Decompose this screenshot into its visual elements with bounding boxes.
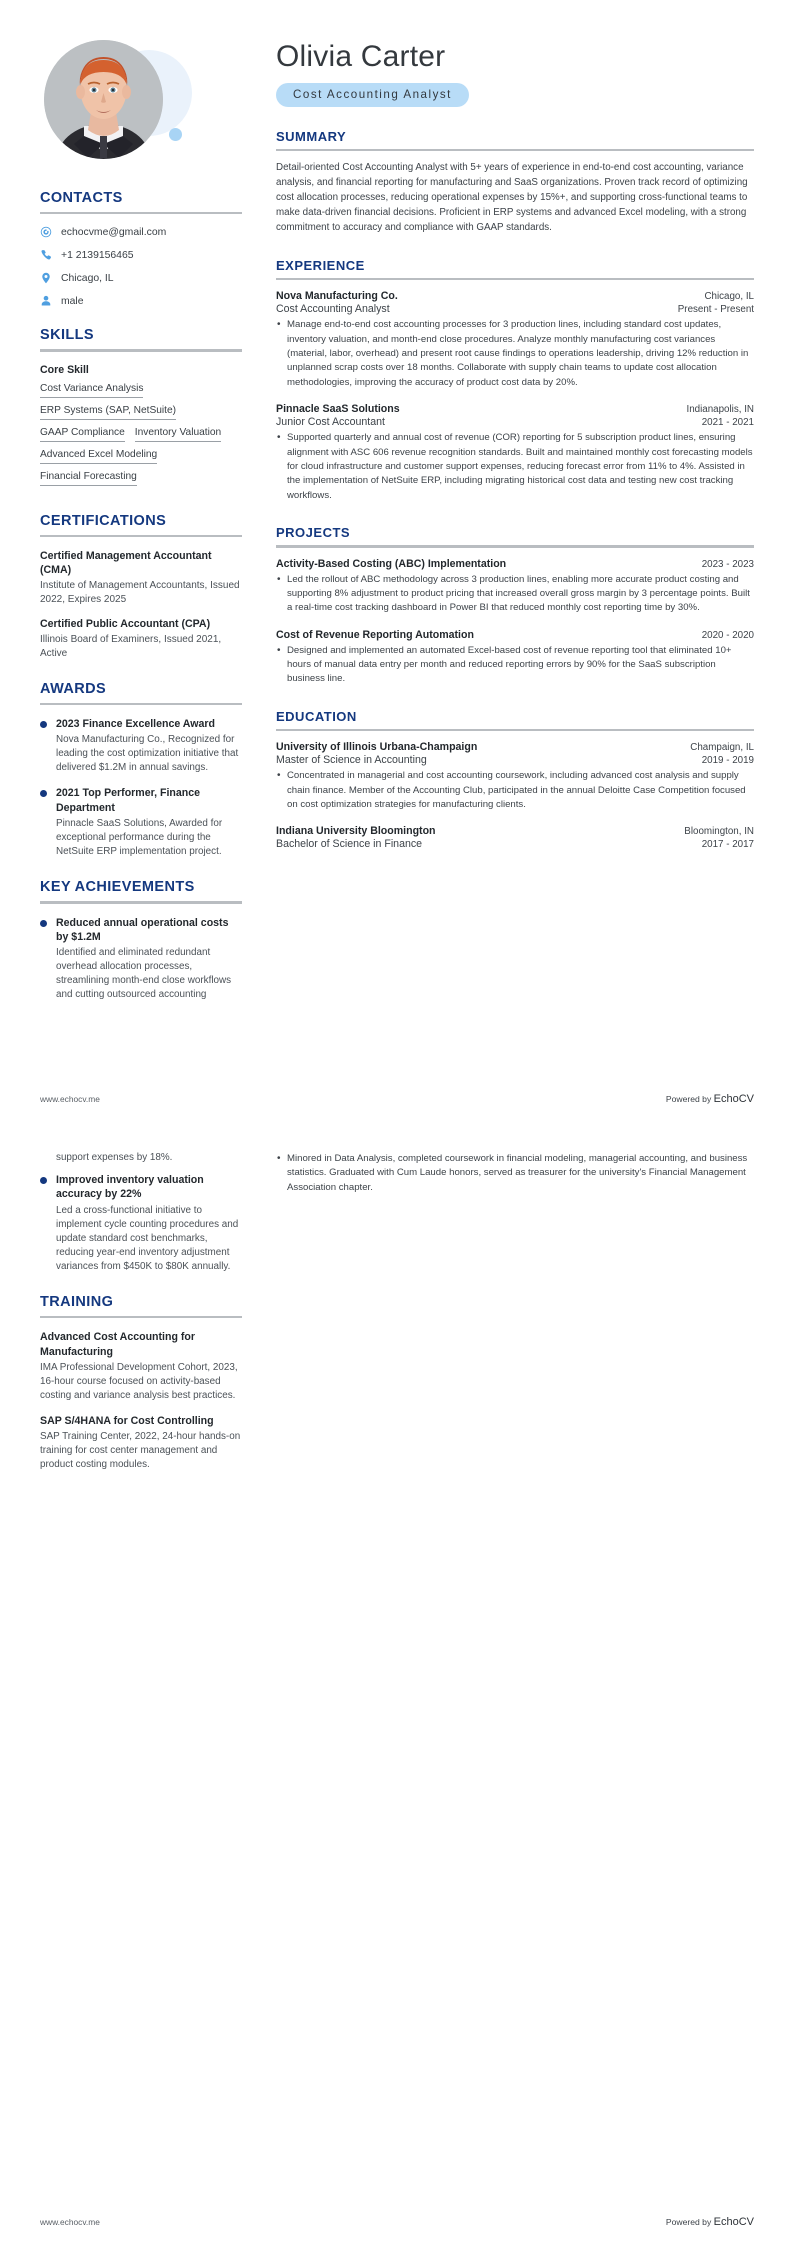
footer-brand-name: EchoCV (713, 1093, 754, 1105)
sidebar (40, 34, 262, 1070)
certification-item (40, 549, 242, 607)
experience-entry (276, 290, 754, 390)
certification-item (40, 617, 242, 661)
skill-item: ERP Systems (SAP, NetSuite) (40, 405, 176, 420)
page-title: Olivia Carter (276, 40, 446, 73)
contact-email[interactable] (40, 226, 242, 238)
resume-page-2 (0, 1123, 794, 2246)
education-bullets-continued (276, 1152, 754, 1195)
list-item: • Supported quarterly and annual cost of revenue (COR) reporting for 5 subscription product lines, ensuring alignment with ASC 606 revenue recognition standards. Built and maintained monthly cost forecasting models for cloud infrastructure and customer support expenses, reducing forecast error from 11% to 4%. Assisted in the implementation of NetSuite ERP, including migrating historical cost data and testing new cost tracking workflows. (276, 431, 754, 503)
divider (40, 349, 242, 351)
project-title: Activity-Based Costing (ABC) Implementation (276, 557, 507, 570)
projects-heading: PROJECTS (276, 525, 351, 541)
contacts-heading: CONTACTS (40, 190, 123, 206)
person-icon (40, 295, 52, 307)
award-title: 2023 Finance Excellence Award (56, 717, 215, 730)
education-bullets (276, 769, 754, 812)
divider (40, 703, 242, 705)
skills-core-label: Core Skill (40, 363, 89, 376)
skill-item: Cost Variance Analysis (40, 383, 143, 398)
education-entry (276, 825, 754, 850)
decorative-circle-small (169, 128, 182, 141)
footer-brand-name: EchoCV (713, 2216, 754, 2228)
experience-location: Chicago, IL (704, 291, 754, 303)
certification-title: Certified Management Accountant (CMA) (40, 550, 212, 577)
summary-heading: SUMMARY (276, 129, 347, 144)
experience-dates: 2021 - 2021 (701, 417, 754, 429)
email-icon (40, 226, 52, 238)
achievement-title: Reduced annual operational costs by $1.2M (56, 916, 229, 943)
education-degree: Bachelor of Science in Finance (276, 838, 423, 851)
training-title: SAP S/4HANA for Cost Controlling (40, 1414, 214, 1427)
award-item (40, 786, 242, 859)
footer-brand-prefix: Powered by (665, 2217, 714, 2227)
experience-role: Junior Cost Accountant (276, 416, 385, 429)
certification-title: Certified Public Accountant (CPA) (40, 617, 211, 630)
list-item: • Concentrated in managerial and cost accounting coursework, including advanced cost analysis and supply chain finance. Member of the Accounting Club, participated in the annual Deloitte Case Competition focused on cost optimization strategies for manufacturing clients. (276, 769, 754, 812)
divider (40, 1316, 242, 1318)
education-dates: 2017 - 2017 (701, 839, 754, 851)
divider (276, 278, 754, 280)
main-column (262, 34, 754, 1070)
main-column-continued (262, 1149, 754, 2193)
project-entry (276, 558, 754, 616)
footer-url[interactable]: www.echocv.me (40, 2217, 100, 2227)
summary-text: Detail-oriented Cost Accounting Analyst with 5+ years of experience in end-to-end cost accounting, variance analysis, and financial reporting for manufacturing and SaaS organizations. Proven track record of optimizing cost allocation processes, reducing operational expenses by 15%+, and supporting cross-functional teams to make data-driven financial decisions. Proficient in ERP systems and advanced Excel modeling, with a strong commitment to accuracy and compliance with GAAP standards. (276, 162, 748, 233)
certification-detail: Institute of Management Accountants, Issued 2022, Expires 2025 (40, 580, 240, 606)
bullet-dot-icon (40, 1177, 47, 1184)
role-badge: Cost Accounting Analyst (276, 83, 469, 107)
award-title: 2021 Top Performer, Finance Department (56, 787, 201, 814)
contact-phone-value: +1 2139156465 (61, 249, 134, 261)
project-bullets (276, 644, 754, 687)
education-degree: Master of Science in Accounting (276, 754, 427, 767)
achievement-detail: Led a cross-functional initiative to implement cycle counting procedures and update standard cost benchmarks, reducing year-end inventory adjustment variances from $450K to $80K annually. (56, 1204, 239, 1272)
education-heading: EDUCATION (276, 708, 357, 724)
project-entry (276, 629, 754, 687)
project-dates: 2020 - 2020 (701, 629, 754, 641)
bullet-dot-icon (40, 790, 47, 797)
location-pin-icon (40, 272, 52, 284)
education-school: Indiana University Bloomington (276, 825, 436, 838)
certifications-heading: CERTIFICATIONS (40, 512, 167, 529)
education-dates: 2019 - 2019 (701, 755, 754, 767)
list-item: • Minored in Data Analysis, completed coursework in financial modeling, managerial accounting, and business statistics. Graduated with Cum Laude honors, served as treasurer for the university's Financial Management Association chapter. (276, 1152, 754, 1195)
phone-icon (40, 249, 52, 261)
experience-org: Pinnacle SaaS Solutions (276, 403, 400, 416)
contact-phone[interactable] (40, 249, 242, 261)
bullet-dot-icon (40, 920, 47, 927)
experience-org: Nova Manufacturing Co. (276, 290, 398, 303)
contact-gender (40, 295, 242, 307)
training-detail: IMA Professional Development Cohort, 2023, 16-hour course focused on activity-based costing and variance analysis best practices. (40, 1361, 238, 1401)
awards-heading: AWARDS (40, 680, 107, 697)
training-title: Advanced Cost Accounting for Manufacturing (40, 1331, 195, 1358)
divider (40, 535, 242, 537)
avatar-area (44, 40, 204, 170)
page-footer (40, 2216, 754, 2228)
achievement-title: Improved inventory valuation accuracy by 22% (56, 1174, 204, 1201)
key-achievements-heading: KEY ACHIEVEMENTS (40, 879, 195, 896)
experience-bullets (276, 431, 754, 503)
education-location: Bloomington, IN (684, 826, 754, 838)
footer-brand-prefix: Powered by (665, 1094, 714, 1104)
training-detail: SAP Training Center, 2022, 24-hour hands-on training for cost center management and product costing modules. (40, 1431, 241, 1471)
achievement-detail-continued: support expenses by 18%. (56, 1152, 173, 1163)
bullet-dot-icon (40, 721, 47, 728)
award-detail: Nova Manufacturing Co., Recognized for leading the cost optimization initiative that delivered $1.2M in annual savings. (56, 734, 239, 774)
experience-bullets (276, 318, 754, 390)
avatar (44, 40, 163, 159)
footer-brand (666, 2216, 754, 2228)
project-bullets (276, 573, 754, 616)
project-dates: 2023 - 2023 (701, 558, 754, 570)
achievement-detail: Identified and eliminated redundant overhead allocation processes, streamlining month-end close workflows and cutting outsourced accounting (56, 947, 232, 1001)
skills-list (40, 383, 242, 493)
page-footer (40, 1093, 754, 1105)
achievement-item (40, 916, 242, 1003)
footer-url[interactable]: www.echocv.me (40, 1094, 100, 1104)
experience-role: Cost Accounting Analyst (276, 303, 390, 316)
contact-location-value: Chicago, IL (61, 272, 114, 284)
certification-detail: Illinois Board of Examiners, Issued 2021, Active (40, 634, 222, 659)
list-item: • Manage end-to-end cost accounting processes for 3 production lines, including standard cost updates, inventory valuation, and month-end close procedures. Analyze monthly manufacturing cost variances (material, labor, overhead) and present root cause findings to operations leadership, driving 12% reduction in unplanned scrap costs over 18 months. Collaborate with supply chain teams to update cost allocation methodologies, improving the accuracy of product cost data by 20%. (276, 318, 754, 390)
education-location: Champaign, IL (690, 742, 754, 754)
training-heading: TRAINING (40, 1293, 114, 1310)
list-item: • Led the rollout of ABC methodology across 3 production lines, enabling more accurate product costing and supporting 8% adjustment to product pricing that increased overall gross margin by 3 percentage points. Built a real-time cost tracking dashboard in Power BI that reduced monthly cost reporting time by 30%. (276, 573, 754, 616)
award-detail: Pinnacle SaaS Solutions, Awarded for exceptional performance during the NetSuite ERP implementation project. (56, 818, 223, 858)
training-item (40, 1414, 242, 1472)
skills-heading: SKILLS (40, 327, 94, 344)
skill-item: GAAP Compliance (40, 427, 125, 442)
list-item: • Designed and implemented an automated Excel-based cost of revenue reporting tool that eliminated 10+ hours of manual data entry per month and reduced reporting errors by 90% for the SaaS subscription business line. (276, 644, 754, 687)
divider (40, 901, 242, 903)
contact-email-value: echocvme@gmail.com (61, 226, 167, 238)
education-entry (276, 741, 754, 812)
training-item (40, 1330, 242, 1403)
contact-location[interactable] (40, 272, 242, 284)
experience-dates: Present - Present (677, 304, 754, 316)
skill-item: Advanced Excel Modeling (40, 449, 157, 464)
skill-item: Inventory Valuation (135, 427, 221, 442)
achievement-item (40, 1173, 242, 1274)
award-item (40, 717, 242, 775)
experience-heading: EXPERIENCE (276, 257, 365, 273)
divider (40, 212, 242, 214)
sidebar-continued (40, 1149, 262, 2193)
footer-brand (666, 1093, 754, 1105)
experience-entry (276, 403, 754, 503)
contact-gender-value: male (61, 295, 84, 307)
experience-location: Indianapolis, IN (686, 404, 754, 416)
education-school: University of Illinois Urbana-Champaign (276, 741, 478, 754)
divider (276, 149, 754, 151)
divider (276, 729, 754, 731)
project-title: Cost of Revenue Reporting Automation (276, 628, 474, 641)
divider (276, 545, 754, 547)
skill-item: Financial Forecasting (40, 471, 137, 486)
